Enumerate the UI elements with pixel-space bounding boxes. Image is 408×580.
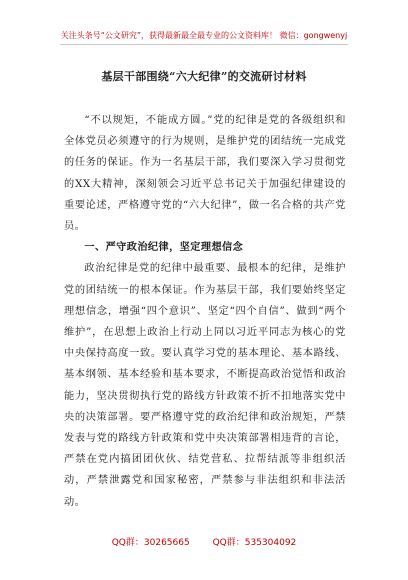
qq-group-2: QQ群：535304092 [212,538,297,548]
qq-group-1: QQ群：30265665 [111,538,190,548]
header-divider [60,44,348,45]
header-banner: 关注头条号“公文研究”，获得最新最全最专业的公文资料库！ 微信：gongwenyj [60,31,348,40]
body-paragraph: 政治纪律是党的纪律中最重要、最根本的纪律，是维护党的团结统一的根本保证。作为基层干部，我们要始终坚定理想信念，增强“四个意识”、坚定“四个自信”、做到“两个维护”，在思想上政治上行动上同以习近平同志为核心的党中央保持高度一致。要认真学习党的基本理论、基本路线、基本纲领、基本经验和基本要求，不断提高政治觉悟和政治能力，坚决贯彻执行党的路线方针政策不折不扣地落实党中央的决策部署。要严格遵守党的政治纪律和政治规矩，严禁发表与党的路线方针政策和党中央决策部署相违背的言论，严禁在党内搞团团伙伙、结党营私、拉帮结派等非组织活动，严禁泄露党和国家秘密，严禁参与非法组织和非法活动。 [64,263,346,508]
footer-contact [0,535,408,548]
document-body [64,110,346,513]
document-title: 基层干部围绕“六大纪律”的交流研讨材料 [101,70,307,83]
intro-paragraph: “不以规矩，不能成方圆。”党的纪律是党的各级组织和全体党员必须遵守的行为规则，是维护党的团结统一完成党的任务的保证。作为一名基层干部，我们要深入学习贯彻党的XX大精神，深刻领会习近平总书记关于加强纪律建设的重要论述，严格遵守党的“六大纪律”，做一名合格的共产党员。 [64,115,346,233]
section-heading: 一、严守政治纪律，坚定理想信念 [84,241,244,254]
